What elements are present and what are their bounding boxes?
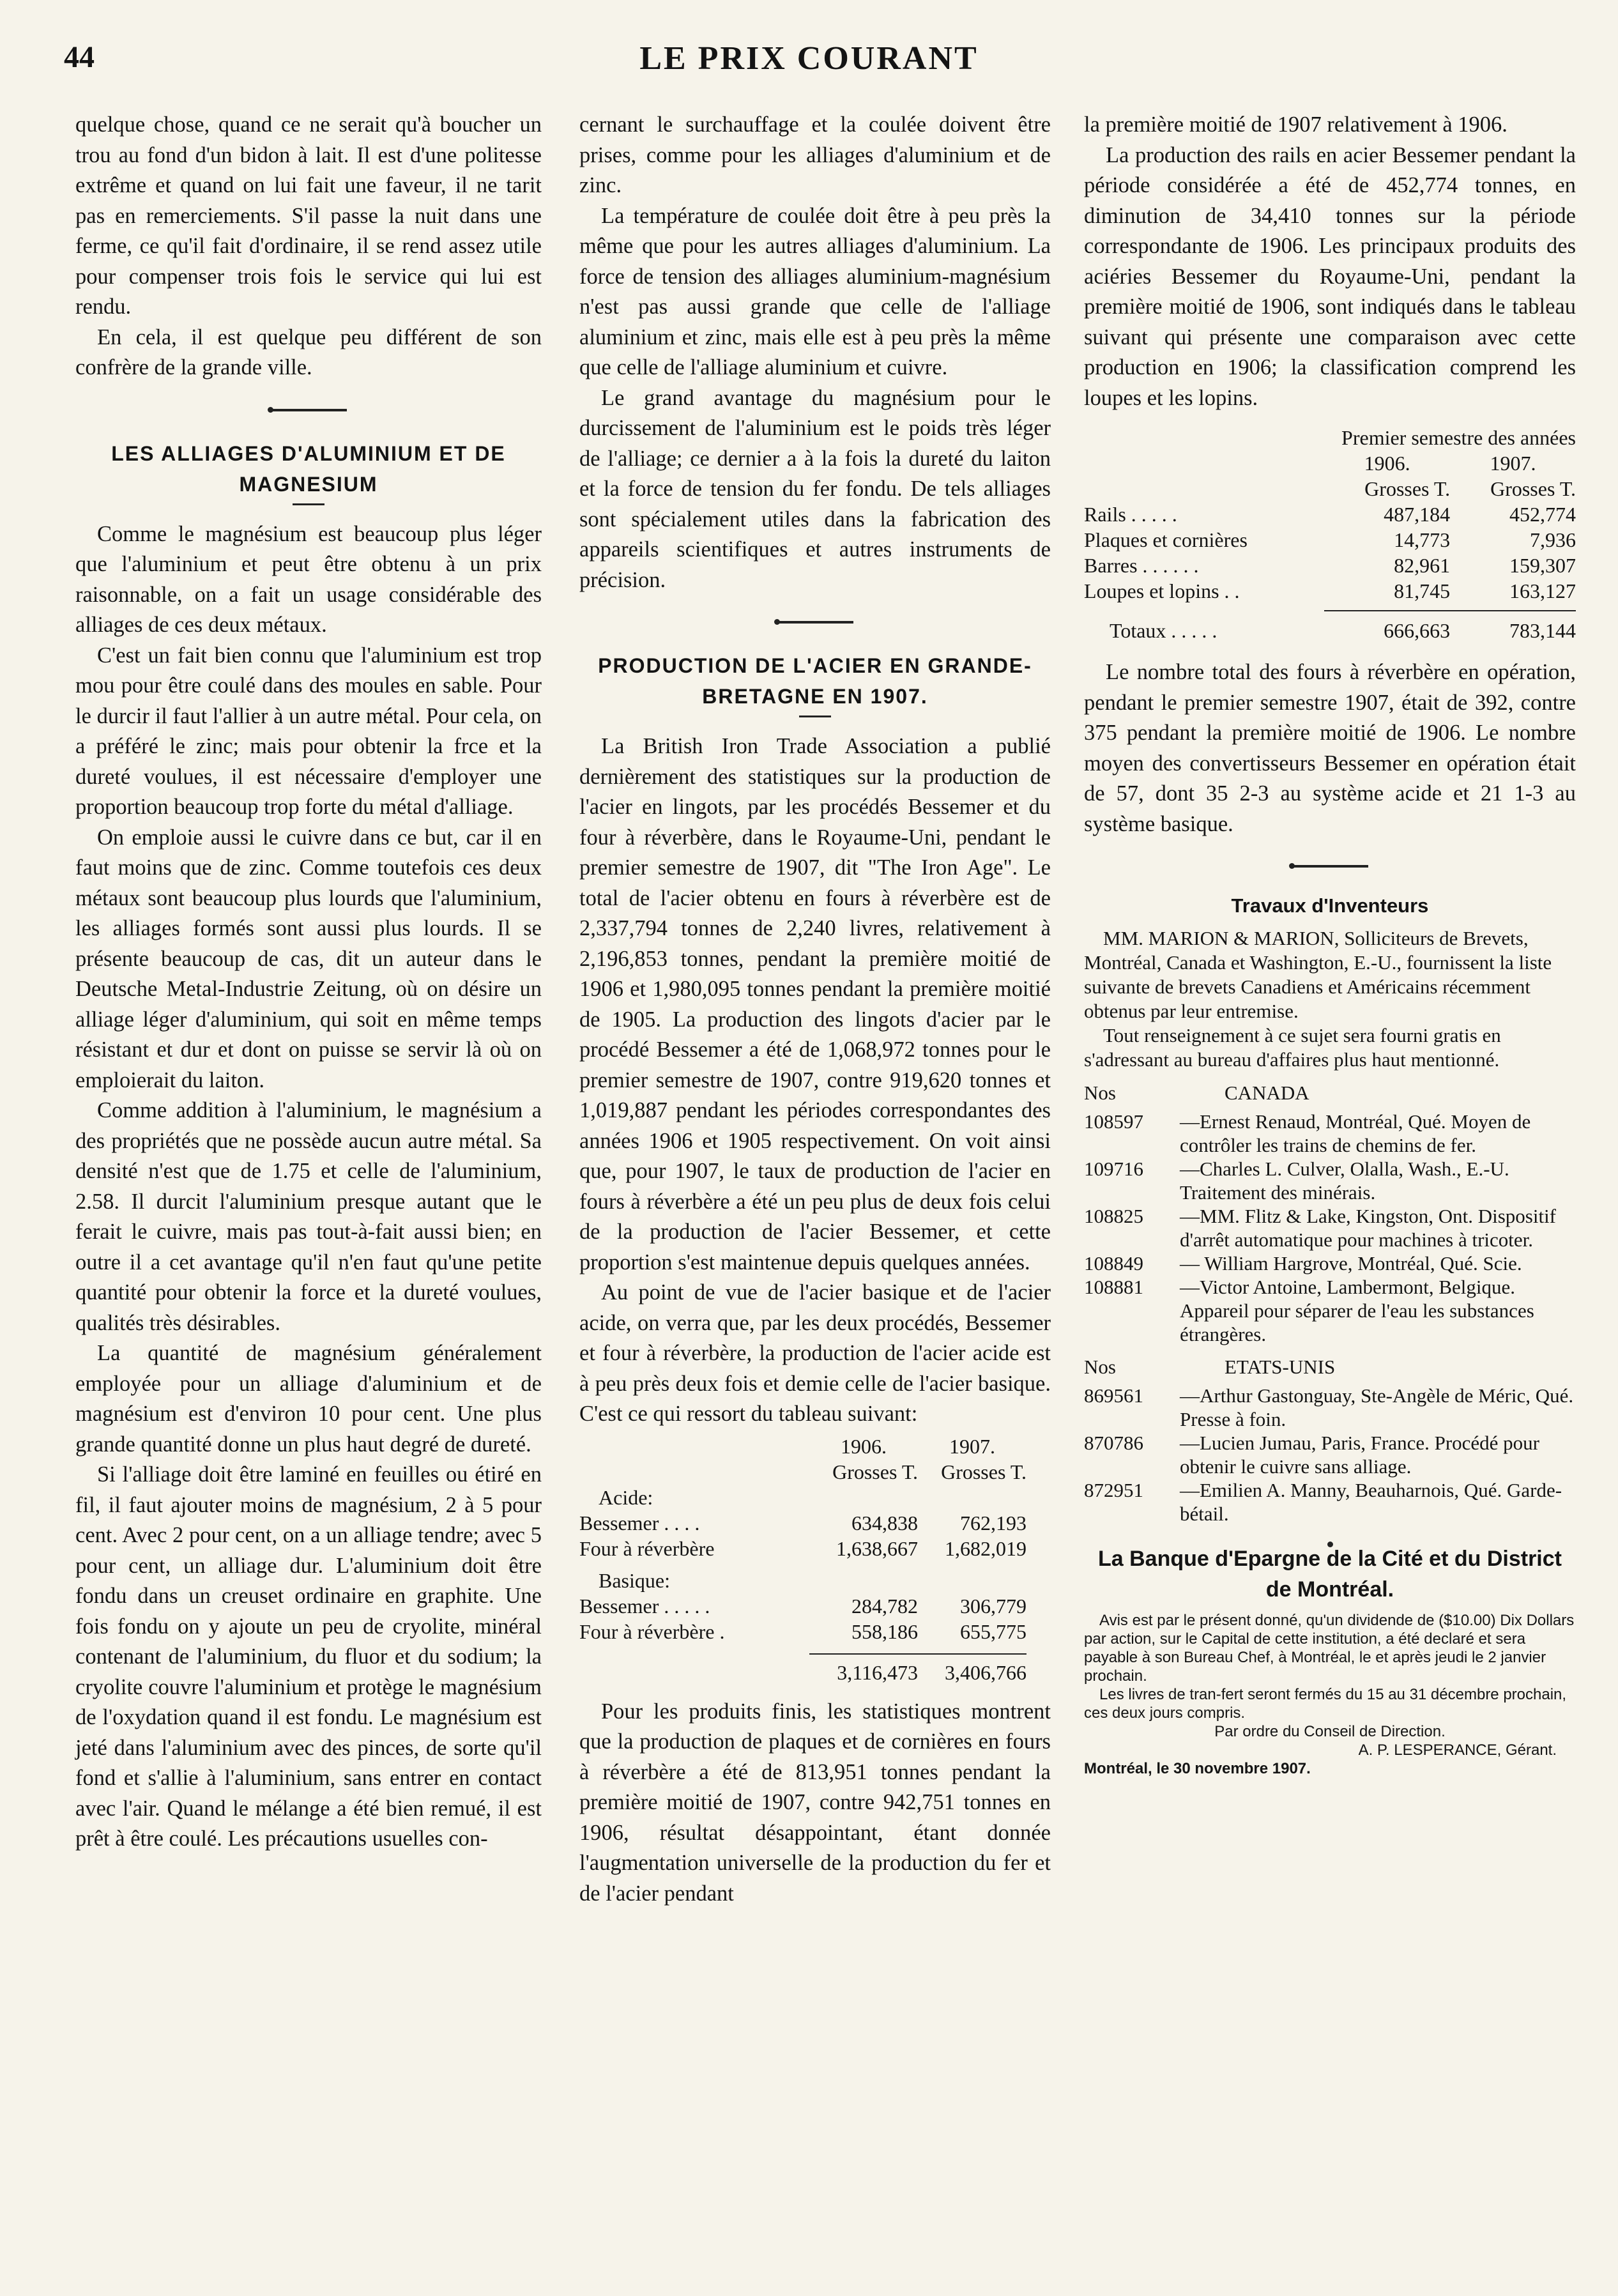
patent-text: —MM. Flitz & Lake, Kingston, Ont. Dispositif d'arrêt automatique pour machines à tricoter. — [1180, 1205, 1556, 1251]
bank-notice — [1084, 1543, 1576, 1778]
total-label: Totaux . . . . . — [1110, 618, 1217, 642]
country-label: ETATS-UNIS — [1225, 1356, 1336, 1378]
cell-1906: 558,186 — [851, 1619, 918, 1643]
cell-1907: 159,307 — [1509, 554, 1576, 577]
total-1907: 783,144 — [1509, 619, 1576, 642]
unit-header: Grosses T. — [941, 1460, 1027, 1483]
patent-number: 109716 — [1084, 1158, 1143, 1180]
paragraph: La British Iron Trade Association a publié dernièrement des statistiques sur la production de l'acier en lingots, par les procédés Bessemer et du four à réverbère, dans le Royaume-Uni, pendant le premier semestre de 1907, dit "The Iron Age". Le total de l'acier obtenu en fours à réverbère est de 2,337,794 tonnes de 2,240 livres, relativement à 2,196,853 tonnes, pendant la première moitié de 1906 et 1,980,095 tonnes pendant la première moitié de 1905. La production des lingots d'acier par le procédé Bessemer a été de 1,068,972 tonnes pour le premier semestre de 1907, contre 919,620 tonnes et 1,019,887 pendant les périodes correspondantes des années 1906 et 1905 respectivement. On voit ainsi que, pour 1907, le taux de production de l'acier en fours à réverbère a été un peu plus de deux fois celui de la production de l'acier Bessemer, et cette proportion s'est maintenue depuis quelques années. — [579, 734, 1051, 1274]
table-row — [579, 1593, 1027, 1619]
country-label: CANADA — [1225, 1082, 1309, 1104]
row-label: Plaques et cornières — [1084, 528, 1248, 551]
paragraph: On emploie aussi le cuivre dans ce but, car il en faut moins que de zinc. Comme toutefois ces deux métaux sont beaucoup plus lourds que l'aluminium, les alliages formés sont aussi plus lourds. Il se présente beaucoup de cas, dit un auteur dans le Deutsche Metal-Industrie Zeitung, où on désire un alliage léger d'aluminium, qui soit en même temps résistant et dur et dont on puisse se servir là où on emploierait du laiton. — [75, 825, 542, 1092]
patent-number: 108881 — [1084, 1276, 1143, 1298]
patent-text: —Charles L. Culver, Olalla, Wash., E.-U. Traitement des minérais. — [1180, 1158, 1509, 1204]
paragraph: En cela, il est quelque peu différent de son confrère de la grande ville. — [75, 325, 542, 379]
us-header — [1084, 1355, 1576, 1379]
patent-entry — [1084, 1431, 1576, 1478]
heading-rule — [293, 503, 324, 505]
page-number: 44 — [64, 40, 95, 74]
paragraph: La quantité de magnésium généralement employée pour un alliage d'aluminium et de magnésium est d'environ 10 pour cent. Une plus grande quantité donne un plus haut degré de dureté. — [75, 1341, 542, 1457]
patent-entry — [1084, 1110, 1576, 1157]
row-label: Four à réverbère . — [579, 1619, 725, 1643]
row-label: Bessemer . . . . — [579, 1511, 700, 1534]
bank-date: Montréal, le 30 novembre 1907. — [1084, 1760, 1311, 1777]
totals-row — [579, 1654, 1027, 1685]
table-caption: Premier semestre des années — [1341, 426, 1576, 449]
paragraph: Le nombre total des fours à réverbère en opération, pendant le premier semestre 1907, était de 392, contre 375 pendant la première moitié de 1906. Le nombre moyen des convertisseurs Bessemer en opération était de 57, dont 35 2-3 au système acide et 21 1-3 au système basique. — [1084, 660, 1576, 836]
page-header — [0, 40, 1618, 84]
column-3 — [1084, 110, 1576, 1778]
patent-text: —Victor Antoine, Lambermont, Belgique. Appareil pour séparer de l'eau les substances étrangères. — [1180, 1276, 1534, 1345]
nos-label: Nos — [1084, 1082, 1116, 1104]
row-label: Barres . . . . . . — [1084, 554, 1199, 577]
bank-closing-text: Les livres de tran-fert seront fermés du 15 au 31 décembre prochain, ces deux jours compris. — [1084, 1686, 1567, 1722]
cell-1906: 284,782 — [851, 1594, 918, 1618]
bank-notice-text: Avis est par le présent donné, qu'un dividende de ($10.00) Dix Dollars par action, sur le Capital de cette institution, a été declaré et sera payable à son Bureau Chef, à Montréal, le et après jeudi le 2 janvier prochain. — [1084, 1612, 1575, 1685]
paragraph: quelque chose, quand ce ne serait qu'à boucher un trou au fond d'un bidon à lait. Il est d'une politesse extrême et quand on lui fait une faveur, il ne tarit pas en remerciements. S'il passe la nuit dans une ferme, ce qu'il fait d'ordinaire, il se rend assez utile pour compenser trois fois le service qui lui est rendu. — [75, 112, 542, 319]
patent-entry — [1084, 1157, 1576, 1204]
year-header: 1907. — [949, 1434, 995, 1458]
total-1906: 666,663 — [1384, 619, 1451, 642]
patent-text: —Emilien A. Manny, Beauharnois, Qué. Garde-bétail. — [1180, 1479, 1562, 1525]
heading-rule — [799, 716, 831, 717]
patent-entry — [1084, 1275, 1576, 1346]
column-1 — [75, 110, 542, 1855]
paragraph: Si l'alliage doit être laminé en feuilles ou étiré en fil, il faut ajouter moins de magnésium, 2 à 5 pour cent. Avec 2 pour cent, on a un alliage tendre; avec 5 pour cent, un alliage dur. L'aluminium doit être fondu dans un creuset ordinaire en graphite. Une fois fondu on y ajoute un peu de cryolite, minéral contenant de l'aluminium, du fluor et du sodium; la cryolite couvre l'aluminium et protège le magnésium de l'oxydation quand il est fondu. Le magnésium est jeté dans l'aluminium avec des pinces, de sorte qu'il fond et s'allie à l'aluminium, sans entrer en contact avec l'air. Quand le mélange a été bien remué, il est prêt à être coulé. Les précautions usuelles con- — [75, 1462, 542, 1851]
cell-1906: 14,773 — [1394, 528, 1451, 551]
running-title: LE PRIX COURANT — [639, 40, 979, 77]
cell-1906: 1,638,667 — [836, 1536, 918, 1560]
paragraph: La température de coulée doit être à peu près la même que pour les autres alliages d'aluminium. La force de tension des alliages aluminium-magnésium n'est pas aussi grande que celle de l'alliage aluminium et zinc, mais elle est à peu près la même que celle de l'alliage aluminium et cuivre. — [579, 203, 1051, 379]
paragraph: La production des rails en acier Bessemer pendant la période considérée a été de 452,774 tonnes, en diminution de 34,410 tonnes sur la période correspondante de 1906. Les principaux produits des aciéries Bessemer du Royaume-Uni, pendant la première moitié de 1906, sont indiqués dans le tableau suivant qui présente une comparaison avec cette production en 1906; la classification comprend les loupes et les lopins. — [1084, 142, 1576, 410]
row-label: Rails . . . . . — [1084, 503, 1177, 526]
cell-1906: 82,961 — [1394, 554, 1451, 577]
bessemer-products-table — [1084, 425, 1576, 643]
patent-text: — William Hargrove, Montréal, Qué. Scie. — [1180, 1252, 1522, 1274]
section-separator — [777, 621, 853, 624]
table-row — [1084, 553, 1576, 578]
patent-number: 870786 — [1084, 1432, 1143, 1454]
patent-entry — [1084, 1204, 1576, 1251]
cell-1906: 634,838 — [851, 1511, 918, 1534]
cell-1907: 163,127 — [1509, 579, 1576, 602]
cell-1907: 306,779 — [960, 1594, 1027, 1618]
patent-entry — [1084, 1384, 1576, 1431]
patent-text: —Arthur Gastonguay, Ste-Angèle de Méric, Qué. Presse à foin. — [1180, 1384, 1574, 1430]
cell-1907: 7,936 — [1530, 528, 1576, 551]
cell-1907: 762,193 — [960, 1511, 1027, 1534]
article-heading: LES ALLIAGES D'ALUMINIUM ET DE MAGNESIUM — [111, 441, 506, 496]
totals-row — [1084, 611, 1576, 643]
patent-number: 869561 — [1084, 1384, 1143, 1407]
cell-1907: 452,774 — [1509, 503, 1576, 526]
cell-1906: 81,745 — [1394, 579, 1451, 602]
table-row — [579, 1536, 1027, 1561]
table-row — [579, 1619, 1027, 1644]
nos-label: Nos — [1084, 1356, 1116, 1378]
article-heading: PRODUCTION DE L'ACIER EN GRANDE-BRETAGNE EN 1907. — [598, 654, 1032, 708]
cell-1906: 487,184 — [1384, 503, 1451, 526]
inventors-intro: MM. MARION & MARION, Solliciteurs de Brevets, Montréal, Canada et Washington, E.-U., fournissent la liste suivante de brevets Canadiens et Américains récemment obtenus par leur entremise. — [1084, 927, 1552, 1022]
steel-production-table — [579, 1434, 1027, 1685]
patent-text: —Lucien Jumau, Paris, France. Procédé pour obtenir le cuivre sans alliage. — [1180, 1432, 1540, 1478]
paragraph: Le grand avantage du magnésium pour le durcissement de l'aluminium est le poids très léger de l'alliage; ce dernier a à la fois la dureté du laiton et la force de tension du fer fondu. De tels alliages sont spécialement utiles dans la fabrication des appareils scientifiques et autres instruments de précision. — [579, 385, 1051, 592]
paragraph: cernant le surchauffage et la coulée doivent être prises, comme pour les alliages d'aluminium et de zinc. — [579, 112, 1051, 197]
row-label: Loupes et lopins . . — [1084, 579, 1240, 602]
paragraph: Au point de vue de l'acier basique et de l'acier acide, on verra que, par les deux procédés, Bessemer et four à réverbère, la production de l'acier acide est à peu près deux fois et demie celle de l'acier basique. C'est ce qui ressort du tableau suivant: — [579, 1280, 1051, 1426]
paragraph: Comme addition à l'aluminium, le magnésium a des propriétés que ne possède aucun autre métal. Sa densité n'est que de 1.75 et celle de l'aluminium, 2.58. Il durcit l'aluminium presque autant que le ferait le cuivre, mais pas tout-à-fait aussi bien; en outre il a cet avantage qu'il n'en faut qu'une petite quantité pour obtenir la force et la dureté voulues, qualités très désirables. — [75, 1098, 542, 1335]
table-row — [1084, 578, 1576, 604]
column-2 — [579, 110, 1051, 1909]
year-header: 1906. — [1364, 452, 1410, 475]
bank-title: La Banque d'Epargne de la Cité et du District de Montréal. — [1098, 1547, 1562, 1602]
patent-number: 108597 — [1084, 1110, 1143, 1133]
section-separator — [1292, 865, 1368, 868]
paragraph: la première moitié de 1907 relativement à 1906. — [1084, 112, 1507, 137]
table-row — [1084, 501, 1576, 527]
total-1907: 3,406,766 — [945, 1660, 1027, 1684]
inventors-heading: Travaux d'Inventeurs — [1231, 894, 1429, 917]
cell-1907: 655,775 — [960, 1619, 1027, 1643]
bank-signature: A. P. LESPERANCE, Gérant. — [1358, 1741, 1557, 1759]
row-label: Bessemer . . . . . — [579, 1594, 710, 1618]
patent-number: 108825 — [1084, 1205, 1143, 1227]
inventors-info: Tout renseignement à ce sujet sera fourni gratis en s'adressant au bureau d'affaires plus haut mentionné. — [1084, 1024, 1501, 1071]
patent-entry — [1084, 1251, 1576, 1275]
unit-header: Grosses T. — [1364, 477, 1451, 500]
paragraph: Comme le magnésium est beaucoup plus léger que l'aluminium et peut être obtenu à un prix raisonnable, on a fait un usage considérable des alliages de ces deux métaux. — [75, 521, 542, 637]
paragraph: C'est un fait bien connu que l'aluminium est trop mou pour être coulé dans des moules en sable. Pour le durcir il faut l'allier à un autre métal. Pour cela, on a préféré le zinc; mais pour obtenir la frce et la dureté voulues, il est nécessaire d'employer une proportion beaucoup trop forte du métal d'alliage. — [75, 643, 542, 819]
canada-header — [1084, 1081, 1576, 1105]
unit-header: Grosses T. — [1490, 477, 1576, 500]
total-1906: 3,116,473 — [837, 1660, 918, 1684]
group-label: Acide: — [599, 1485, 653, 1509]
group-label: Basique: — [599, 1568, 670, 1592]
row-label: Four à réverbère — [579, 1536, 715, 1560]
section-separator — [270, 409, 347, 411]
unit-header: Grosses T. — [832, 1460, 918, 1483]
patent-number: 108849 — [1084, 1252, 1143, 1274]
table-row — [579, 1510, 1027, 1536]
bank-order: Par ordre du Conseil de Direction. — [1214, 1723, 1446, 1740]
patent-text: —Ernest Renaud, Montréal, Qué. Moyen de contrôler les trains de chemins de fer. — [1180, 1110, 1531, 1156]
year-header: 1906. — [841, 1434, 887, 1458]
paragraph: Pour les produits finis, les statistiques montrent que la production de plaques et de cornières en fours à réverbère a été de 813,951 tonnes pendant la première moitié de 1907, contre 942,751 tonnes en 1906, résultat désappointant, étant donnée l'augmentation universelle de la production du fer et de l'acier pendant — [579, 1699, 1051, 1906]
patent-number: 872951 — [1084, 1479, 1143, 1501]
patent-entry — [1084, 1478, 1576, 1526]
cell-1907: 1,682,019 — [945, 1536, 1027, 1560]
table-row — [1084, 527, 1576, 553]
year-header: 1907. — [1490, 452, 1536, 475]
